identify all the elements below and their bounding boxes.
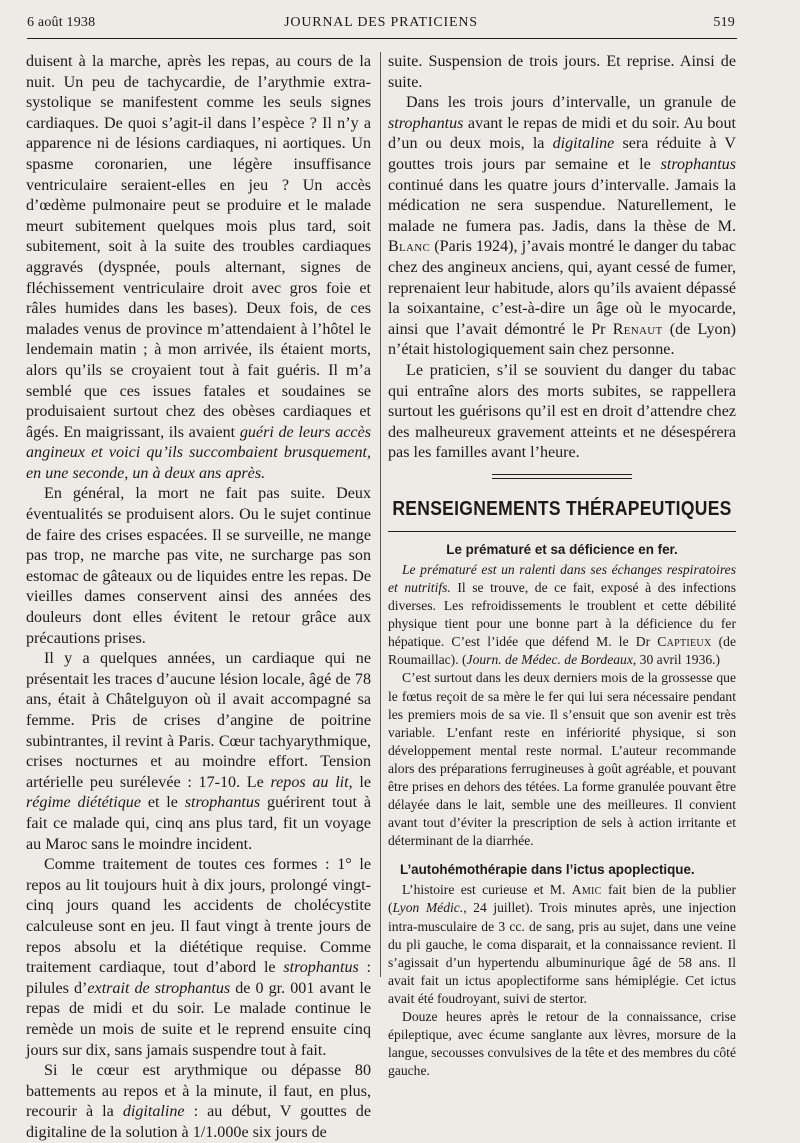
paragraph: En général, la mort ne fait pas suite. Deux éventualités se produisent alors. Ou le sujet continue de faire des crises espacées. Il se surveille, ne mange pas trop, ne marche pas vite, ne surcharge pas son estomac de gâteaux ou de liquides entre les repas. De vieilles dames conservent ainsi des années des douleurs dont elles évitent le retour grâce aux précautions prises. [26,485,371,647]
page-number: 519 [713,15,735,30]
header-rule [27,38,737,39]
paragraph: L’histoire est curieuse et M. Amic fait bien de la publier (Lyon Médic., 24 juillet). Trois minutes après, une injection intra-musculaire de 3 cc. de sang, pris au sujet, dans une veine du pli gauche, le coma disparait, et la connaissance revient. Il s’agissait d’un hypertendu albuminurique âgé de 58 ans. Il avait fait un ictus apoplectiforme sans hémiplégie. Cet ictus avait été foudroyant, suivi de stertor. [388,882,736,1006]
paragraph: Il y a quelques années, un cardiaque qui ne présentait les traces d’aucune lésion locale, âgé de 78 ans, était à Châtelguyon où il avait accompagné sa femme. Pris de crises d’angine de poitrine subintrantes, il revint à Paris. Cœur tachyarythmique, crises nocturnes et au moindre effort. Tension artérielle peu surélevée : 17-10. Le repos au lit, le régime diététique et le strophantus guérirent tout à fait ce malade qui, cinq ans plus tard, fit un voyage au Maroc sans le moindre incident. [26,650,371,853]
subsection-title: L’autohémothérapie dans l’ictus apoplectique. [400,862,695,878]
section-title: RENSEIGNEMENTS THÉRAPEUTIQUES [392,495,732,520]
paragraph: Douze heures après le retour de la connaissance, crise épileptique, avec écume sanglante aux lèvres, morsure de la langue, secousses convulsives de la tête et des membres du côté gauche. [388,1009,736,1079]
separator-rule [492,474,632,482]
left-column [26,52,371,1143]
paragraph: Comme traitement de toutes ces formes : 1° le repos au lit toujours huit à dix jours, prolongé vingt-cinq jours quand les accidents de cholécystite calculeuse sont en jeu. Il faut vingt à trente jours de repos absolu et la diététique requise. Comme traitement cardiaque, tout d’abord le strophantus : pilules d’extrait de strophantus de 0 gr. 001 avant le repas de midi et du soir. Le malade continue le remède un mois de suite et le reprend ensuite cinq jours sur dix, sans jamais suspendre tout à fait. [26,856,372,1059]
paragraph: Si le cœur est arythmique ou dépasse 80 battements au repos et à la minute, il faut, en plus, recourir à la digitaline : au début, V gouttes de digitaline de la solution à 1/1.000e six jours de [26,1062,371,1141]
paragraph: duisent à la marche, après les repas, au cours de la nuit. Un peu de tachycardie, de l’arythmie extra-systolique se manifestent comme les seuls signes cardiaques. De quoi s’agit-il dans l’espèce ? Il n’y a apparence ni de lésions cardiaques, ni aortiques. Un spasme coronarien, une légère insuffisance ventriculaire seraient-elles en jeu ? Un accès d’œdème pulmonaire peut se produire et le malade meurt subitement quelques mois plus tard, soit subitement, soit à la suite des troubles cardiaques aggravés (dyspnée, pouls alternant, signes de fléchissement ventriculaire droit avec gros foie et râles humides dans les bases). Deux fois, de ces malades venus de province m’attendaient à l’hôtel le lendemain matin ; à mon arrivée, ils étaient morts, alors qu’ils se croyaient tout à fait guéris. Il m’a semblé que ces issues fatales et soudaines se produisaient surtout chez des obèses cardiaques et âgés. En maigrissant, ils avaient guéri de leurs accès angineux et voici qu’ils succombaient brusquement, en une seconde, un à deux ans après. [26,53,371,482]
section-rule [388,531,736,532]
paragraph: suite. Suspension de trois jours. Et reprise. Ainsi de suite. [388,53,736,91]
page-header [27,15,735,37]
paragraph: Dans les trois jours d’intervalle, un granule de strophantus avant le repas de midi et du soir. Au bout d’un ou deux mois, la digitaline sera réduite à V gouttes trois jours par semaine et le strophantus continué dans les quatre jours d’intervalle. Jamais la médication ne sera suspendue. Naturellement, le malade ne fumera pas. Jadis, dans la thèse de M. Blanc (Paris 1924), j’avais montré le danger du tabac chez des angineux anciens, qui, ayant cessé de fumer, reprenaient leur habitude, alors qu’ils avaient dépassé la soixantaine, c’est-à-dire un âge où le myocarde, ainsi que l’avait démontré le Pr Renaut (de Lyon) n’était histologiquement sain chez personne. [388,94,736,359]
right-column [388,52,736,1080]
header-date: 6 août 1938 [27,15,96,30]
column-divider [380,52,381,977]
paragraph: Le praticien, s’il se souvient du danger du tabac qui entraîne alors des morts subites, se rappellera surtout les guérisons qu’il est en droit d’attendre chez des malheureux gravement atteints et ne désespérera pas les familles avant l’heure. [388,361,736,462]
paragraph: C’est surtout dans les deux derniers mois de la grossesse que le fœtus reçoit de sa mère le fer qui lui sera nécessaire pendant les premiers mois de sa vie. Il s’ensuit que son avenir est très variable. L’enfant reste en infériorité physique, si son développement mental reste normal. L’auteur recommande alors des préparations ferrugineuses à goût agréable, et pouvant être prises en dehors des tétées. La forme granulée pouvant être délayée dans le lait, semble une des meilleures. Il convient avant tout d’éviter la prescription de sels à action irritante et déterminant de la diarrhée. [388,670,736,849]
paragraph: Le prématuré est un ralenti dans ses échanges respiratoires et nutritifs. Il se trouve, de ce fait, exposé à des infections diverses. Les refroidissements le troublent et cette débilité physique tient pour une bonne part à la déficience du fer hépatique. C’est l’idée que défend M. le Dr Captieux (de Roumaillac). (Journ. de Médec. de Bordeaux, 30 avril 1936.) [388,561,737,668]
subsection-title: Le prématuré et sa déficience en fer. [446,541,678,557]
journal-title: JOURNAL DES PRATICIENS [284,15,478,30]
